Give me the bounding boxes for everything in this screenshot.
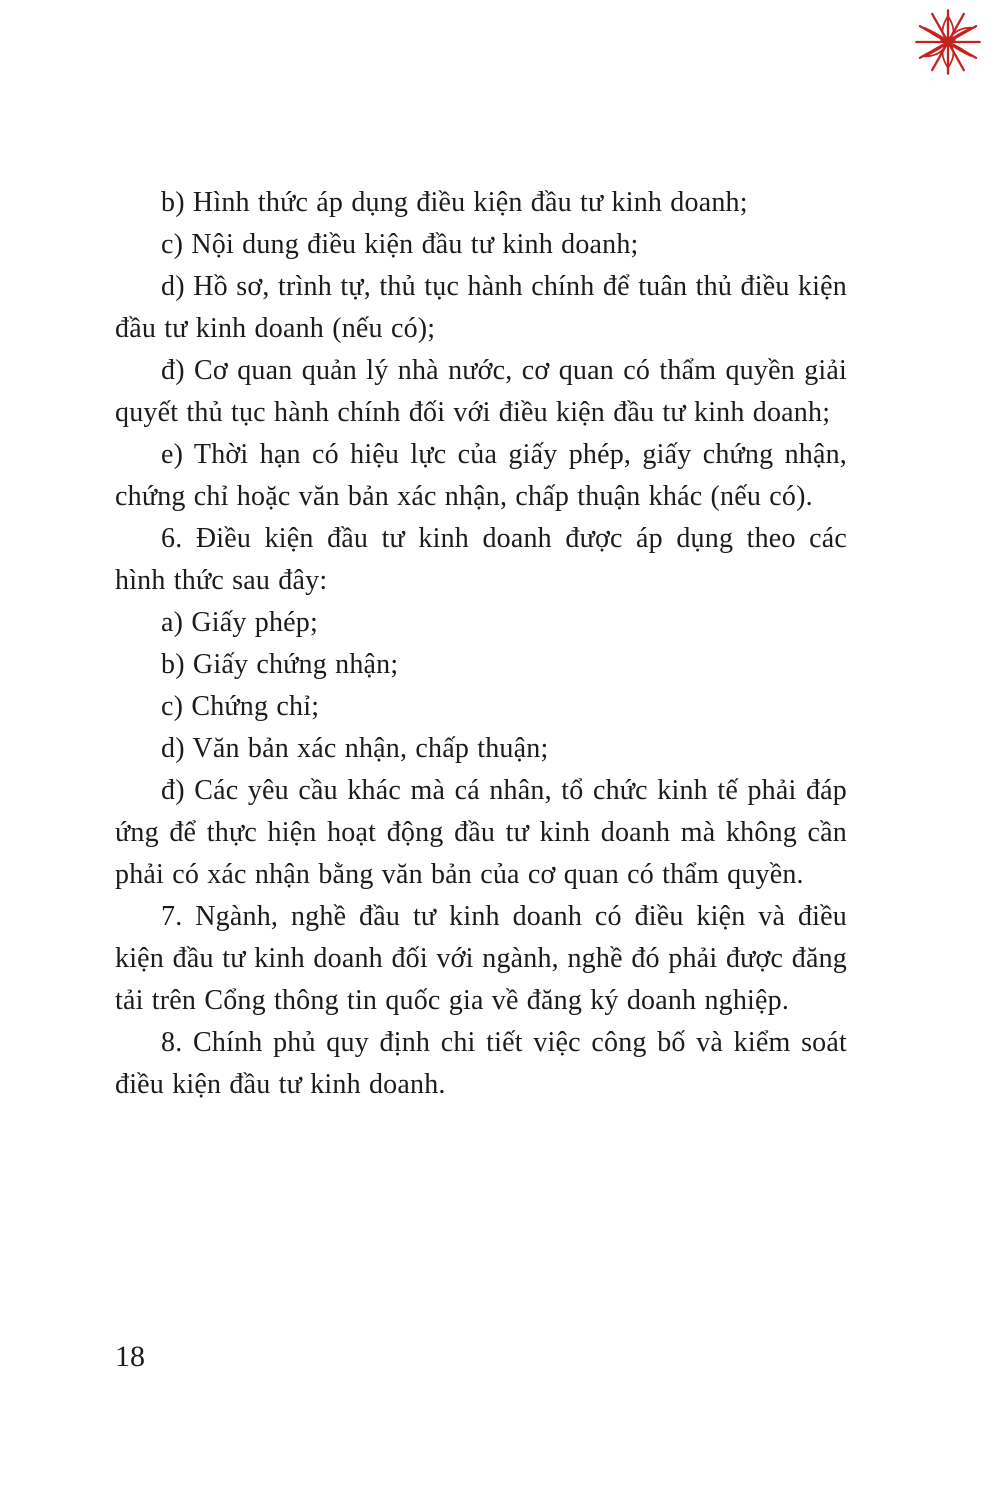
paragraph-b: b) Hình thức áp dụng điều kiện đầu tư kinh doanh;: [161, 187, 748, 218]
publisher-emblem-icon: [912, 6, 984, 78]
paragraph-d: d) Hồ sơ, trình tự, thủ tục hành chính để tuân thủ điều kiện đầu tư kinh doanh (nếu có);: [115, 271, 847, 344]
paragraph-dd: đ) Cơ quan quản lý nhà nước, cơ quan có thẩm quyền giải quyết thủ tục hành chính đối với điều kiện đầu tư kinh doanh;: [115, 355, 847, 428]
item-6a: a) Giấy phép;: [161, 607, 318, 638]
paragraph-e: e) Thời hạn có hiệu lực của giấy phép, giấy chứng nhận, chứng chỉ hoặc văn bản xác nhận, chấp thuận khác (nếu có).: [115, 439, 847, 512]
item-6b: b) Giấy chứng nhận;: [161, 649, 399, 680]
item-6dd: đ) Các yêu cầu khác mà cá nhân, tổ chức kinh tế phải đáp ứng để thực hiện hoạt động đầu tư kinh doanh mà không cần phải có xác nhận bằng văn bản của cơ quan có thẩm quyền.: [115, 775, 847, 890]
page-number: 18: [115, 1340, 145, 1373]
item-6c: c) Chứng chỉ;: [161, 691, 320, 722]
paragraph-c: c) Nội dung điều kiện đầu tư kinh doanh;: [161, 229, 639, 260]
clause-7: 7. Ngành, nghề đầu tư kinh doanh có điều kiện và điều kiện đầu tư kinh doanh đối với ngành, nghề đó phải được đăng tải trên Cổng thông tin quốc gia về đăng ký doanh nghiệp.: [115, 901, 847, 1016]
item-6d: d) Văn bản xác nhận, chấp thuận;: [161, 733, 549, 764]
clause-6: 6. Điều kiện đầu tư kinh doanh được áp dụng theo các hình thức sau đây:: [115, 523, 847, 596]
clause-8: 8. Chính phủ quy định chi tiết việc công bố và kiểm soát điều kiện đầu tư kinh doanh.: [115, 1027, 847, 1100]
document-body: [115, 182, 847, 1106]
